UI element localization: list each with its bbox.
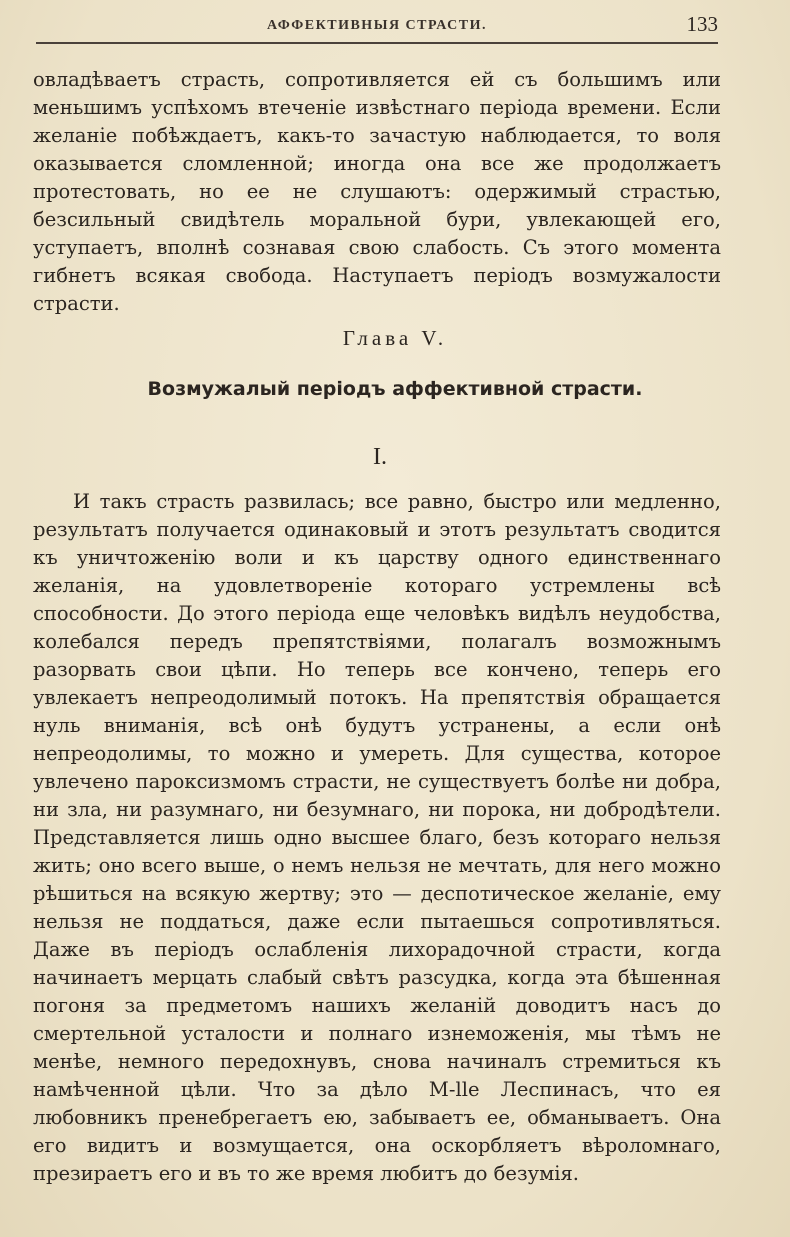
page-header — [36, 8, 718, 44]
running-title: АФФЕКТИВНЫЯ СТРАСТИ. — [266, 18, 488, 33]
paragraph-text: овладѣваетъ страсть, сопротивляется ей съ большимъ или меньшимъ успѣхомъ втеченіе извѣстнаго періода времени. Если желаніе побѣждаетъ, какъ-то зачастую наблюдается, то воля оказывается сломленной; иногда она все же продолжаетъ протестовать, но ее не слушаютъ: одержимый страстью, безсильный свидѣтель моральной бури, увлекающей его, уступаетъ, вполнѣ сознавая свою слабость. Съ этого момента гибнетъ всякая свобода. Наступаетъ періодъ возмужалости страсти. — [33, 68, 721, 315]
paragraph-text: И такъ страсть развилась; все равно, быстро или медленно, результатъ получается одинаковый и этотъ результатъ сводится къ уничтоженію воли и къ царству одного единственнаго желанія, на удовлетвореніе котораго устремлены всѣ способности. До этого періода еще человѣкъ видѣлъ неудобства, колебался передъ препятствіями, полагалъ возможнымъ разорвать свои цѣпи. Но теперь все кончено, теперь его увлекаетъ непреодолимый потокъ. На препятствія обращается нуль вниманія, всѣ онѣ будутъ устранены, а если онѣ непреодолимы, то можно и умереть. Для существа, которое увлечено пароксизмомъ страсти, не существуетъ болѣе ни добра, ни зла, ни разумнаго, ни безумнаго, ни порока, ни добродѣтели. Представляется лишь одно высшее благо, безъ котораго нельзя жить; оно всего выше, о немъ нельзя не мечтать, для него можно рѣшиться на всякую жертву; это — деспотическое желаніе, ему нельзя не поддаться, даже если пытаешься сопротивляться. Даже въ періодъ ослабленія лихорадочной страсти, когда начинаетъ мерцать слабый свѣтъ разсудка, когда эта бѣшенная погоня за предметомъ нашихъ желаній доводитъ насъ до смертельной усталости и полнаго изнеможенія, мы тѣмъ не менѣе, немного передохнувъ, снова начиналъ стремиться къ намѣченной цѣли. Что за дѣло M-lle Леспинасъ, что ея любовникъ пренебрегаетъ ею, забываетъ ее, обманываетъ. Она его видитъ и возмущается, она оскорбляетъ вѣроломнаго, презираетъ его и въ то же время любитъ до безумія. — [33, 490, 721, 1185]
chapter-label: Глава V. — [342, 326, 448, 350]
body-paragraph-1 — [33, 66, 721, 318]
section-number: I. — [373, 444, 387, 470]
chapter-title: Возмужалый періодъ аффективной страсти. — [147, 378, 643, 400]
body-paragraph-2 — [33, 488, 721, 1188]
page-number: 133 — [686, 12, 718, 36]
